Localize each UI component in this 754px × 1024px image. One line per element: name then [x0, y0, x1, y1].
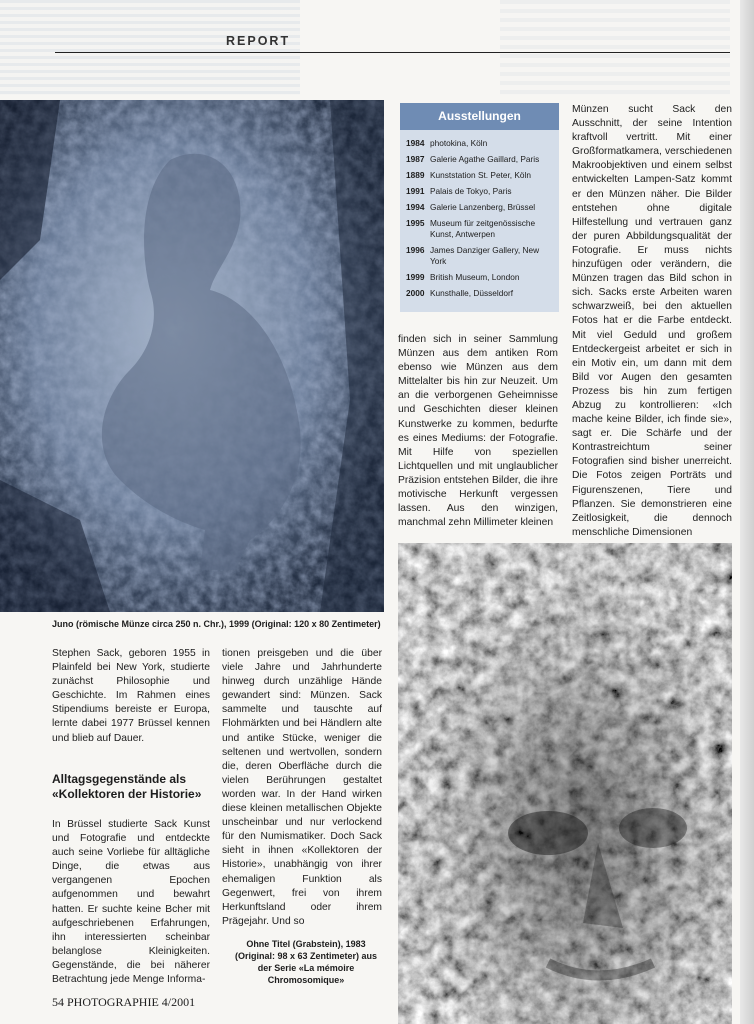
body-paragraph: Münzen sucht Sack den Ausschnitt, der seine Intention kraftvoll vertritt. Mit einer Großformatkamera, verschiedenen Makroobjektiven und einem selbst entwickelten Lampen-Satz kommt er den Münzen näher. Die Bilder entstehen ohne digitale Hilfestellung und vertrauen ganz der puren Abbildungsqualität der Fotografie. Er muss nichts hinzufügen oder verändern, die Münzen tragen das Bild schon in sich. Sacks erste Arbeiten waren schwarzweiß, bei den aktuellen Fotos hat er die Farbe entdeckt. Mit viel Geduld und großem Entdeckergeist arbeitet er sich in ein Motiv ein, um dann mit dem Bild vor Augen den gesamten Prozess bis hin zum fertigen Abzug zu kontrollieren: «Ich mache keine Bilder, ich finde sie», sagt er. Die Schärfe und der Kontrastreichtum seiner Fotografien sind bisher unerreicht. Die Fotos zeigen Porträts und Figurenszenen, Tiere und Pflanzen. Sie demonstrieren eine Zeitlosigkeit, die dennoch menschliche Dimensionen	[572, 104, 732, 538]
exhibition-row	[400, 242, 559, 269]
body-column-left	[52, 818, 210, 987]
page-edge	[740, 0, 754, 1024]
exhibition-venue: Kunststation St. Peter, Köln	[430, 169, 532, 180]
photo-juno-coin	[0, 100, 384, 612]
exhibition-year: 1987	[406, 153, 425, 164]
body-paragraph: Stephen Sack, geboren 1955 in Plainfeld bei New York, studierte zunächst Philosophie und Geschichte. Im Rahmen eines Stipendiums bereiste er Europa, lernte dabei 1977 Brüssel kennen und blieb auf Dauer.	[52, 648, 210, 744]
exhibition-row	[400, 183, 559, 199]
exhibition-year: 1984	[406, 137, 425, 148]
exhibition-year: 1991	[406, 185, 425, 196]
exhibition-row	[400, 269, 559, 285]
photo-gravestone	[398, 543, 732, 1024]
photo1-caption: Juno (römische Münze circa 250 n. Chr.), 1999 (Original: 120 x 80 Zentimeter)	[52, 619, 381, 629]
section-header: REPORT	[226, 34, 291, 48]
exhibition-year: 1999	[406, 271, 425, 282]
exhibition-row	[400, 285, 559, 301]
body-column-middle	[398, 333, 558, 530]
exhibition-year: 2000	[406, 287, 425, 298]
photo2-caption: Ohne Titel (Grabstein), 1983 (Original: 98 x 63 Zentimeter) aus der Serie «La mémoire Chromosomique»	[234, 939, 378, 985]
bleed-through-right	[500, 0, 730, 95]
exhibition-venue: Palais de Tokyo, Paris	[430, 185, 512, 196]
exhibition-venue: Museum für zeitgenössische Kunst, Antwerpen	[430, 217, 536, 239]
body-paragraph: tionen preisgeben und die über viele Jahre und Jahrhunderte hinweg durch unzählige Hände gewandert sind: Münzen. Sack sammelte und tauschte auf Flohmärkten und bei Händlern alte und antike Stücke, weniger die seltenen und wertvollen, sondern die, deren Oberfläche durch die vielen Berührungen gestaltet worden war. In der Hand wirken diese kleinen metallischen Objekte unscheinbar und nur verlockend für den Numismatiker. Doch Sack sieht in ihnen «Kollektoren der Historie», unabhängig von ihrer ehemaligen Funktion als Gegenwert, frei von ihrem Herkunftsland oder ihrem Prägejahr. Und so	[222, 648, 382, 927]
exhibition-row	[400, 199, 559, 215]
exhibition-row	[400, 167, 559, 183]
exhibition-year: 1889	[406, 169, 425, 180]
exhibition-year: 1996	[406, 244, 425, 255]
exhibition-venue: Galerie Agathe Gaillard, Paris	[430, 153, 540, 164]
exhibition-venue: Kunsthalle, Düsseldorf	[430, 287, 514, 298]
exhibition-year: 1995	[406, 217, 425, 228]
body-column-intro	[52, 647, 210, 746]
exhibition-year: 1994	[406, 201, 425, 212]
body-paragraph: In Brüssel studierte Sack Kunst und Fotografie und entdeckte auch seine Vorliebe für alltägliche Dinge, die etwas aus vergangenen Epochen aufgenommen und bewahrt hatten. Er suchte keine Bcher mit aufgeschriebenen Erfahrungen, ihn interessierten scheinbar belanglose Kleinigkeiten. Gegenstände, die bei näherer Betrachtung jede Menge Informa-	[52, 819, 210, 986]
body-column-right	[572, 103, 732, 540]
exhibition-row	[400, 135, 559, 151]
page-footer: 54 PHOTOGRAPHIE 4/2001	[52, 995, 196, 1009]
body-column-center	[222, 647, 382, 929]
exhibition-venue: British Museum, London	[430, 271, 520, 282]
exhibition-row	[400, 215, 559, 242]
exhibition-venue: photokina, Köln	[430, 137, 488, 148]
exhibitions-box	[400, 103, 559, 312]
exhibition-row	[400, 151, 559, 167]
header-rule	[55, 52, 730, 53]
body-paragraph: finden sich in seiner Sammlung Münzen aus dem antiken Rom ebenso wie Münzen aus dem Mittelalter bis hin zur Neuzeit. Um an die verborgenen Geheimnisse und Geschichten dieser kleinen Kunstwerke zu kommen, bedurfte es eines Mediums: der Fotografie. Mit Hilfe von speziellen Lichtquellen und mit unglaublicher Präzision entstehen Bilder, die ihre motivische Herkunft vergessen lassen. Aus den winzigen, manchmal zehn Millimeter kleinen	[398, 334, 558, 529]
exhibition-venue: James Danziger Gallery, New York	[430, 244, 540, 266]
exhibition-venue: Galerie Lanzenberg, Brüssel	[430, 201, 536, 212]
subheading: Alltagsgegenstände als «Kollektoren der Historie»	[52, 772, 202, 801]
exhibitions-title: Ausstellungen	[400, 103, 559, 130]
